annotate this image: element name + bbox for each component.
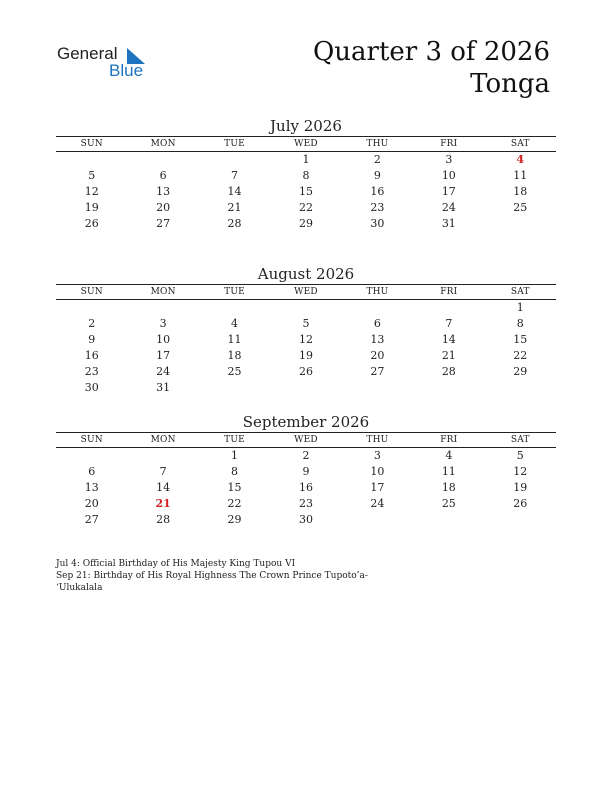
empty-day-cell: [56, 152, 127, 168]
day-cell: 12: [513, 465, 528, 478]
weekday-label: MON: [150, 139, 176, 149]
weekday-label: TUE: [224, 139, 245, 149]
week-row: [56, 364, 556, 380]
weekday-label: TUE: [224, 435, 245, 445]
day-cell: 14: [227, 185, 242, 198]
day-cell: 1: [302, 153, 310, 166]
day-cell: 13: [156, 185, 171, 198]
day-cell: 17: [156, 349, 171, 362]
empty-day-cell: [199, 300, 270, 316]
day-cell: 20: [370, 349, 385, 362]
page-title: [313, 36, 550, 100]
day-cell: 22: [513, 349, 528, 362]
empty-day-cell: [485, 380, 556, 396]
day-cell: 19: [84, 201, 99, 214]
week-row: [56, 464, 556, 480]
day-cell: 13: [370, 333, 385, 346]
weekday-label: SAT: [510, 287, 530, 297]
day-cell: 24: [441, 201, 456, 214]
day-cell: 29: [298, 217, 313, 230]
day-cell: 11: [227, 333, 242, 346]
logo-text-blue: Blue: [109, 61, 144, 80]
weekday-header-row: [56, 285, 556, 300]
day-cell: 5: [302, 317, 310, 330]
day-cell: 8: [516, 317, 524, 330]
empty-day-cell: [342, 380, 413, 396]
day-cell: 18: [227, 349, 242, 362]
day-cell: 10: [370, 465, 385, 478]
holiday-note: ‘Ulukalala: [56, 583, 103, 593]
day-cell: 29: [513, 365, 528, 378]
day-cell: 7: [159, 465, 167, 478]
week-row: [56, 332, 556, 348]
week-row: [56, 216, 556, 232]
weekday-label: MON: [150, 287, 176, 297]
day-cell: 3: [159, 317, 167, 330]
holiday-notes: [56, 558, 396, 594]
day-cell: 30: [84, 381, 99, 394]
day-cell: 22: [298, 201, 313, 214]
day-cell: 28: [156, 513, 171, 526]
day-cell: 24: [156, 365, 171, 378]
day-cell: 16: [370, 185, 385, 198]
day-cell: 9: [88, 333, 96, 346]
week-row: [56, 152, 556, 168]
empty-day-cell: [342, 512, 413, 528]
weekday-label: FRI: [440, 287, 458, 297]
week-row: [56, 200, 556, 216]
weekday-label: FRI: [440, 435, 458, 445]
day-cell: 10: [441, 169, 456, 182]
day-cell: 27: [84, 513, 99, 526]
empty-day-cell: [127, 152, 198, 168]
day-cell: 14: [441, 333, 456, 346]
weekday-label: SAT: [510, 435, 530, 445]
holiday-note: Jul 4: Official Birthday of His Majesty King Tupou VI: [56, 559, 296, 569]
empty-day-cell: [413, 512, 484, 528]
day-cell: 10: [156, 333, 171, 346]
day-cell: 2: [88, 317, 96, 330]
day-cell: 6: [373, 317, 381, 330]
day-cell: 4: [231, 317, 239, 330]
empty-day-cell: [413, 300, 484, 316]
weekday-label: WED: [294, 287, 318, 297]
day-cell: 7: [231, 169, 239, 182]
day-cell: 25: [441, 497, 456, 510]
title-country: Tonga: [470, 69, 550, 99]
day-cell: 15: [298, 185, 313, 198]
holiday-note: Sep 21: Birthday of His Royal Highness The Crown Prince Tupoto’a-: [56, 571, 368, 581]
week-row: [56, 168, 556, 184]
empty-day-cell: [56, 300, 127, 316]
empty-day-cell: [485, 512, 556, 528]
week-row: [56, 316, 556, 332]
day-cell: 26: [513, 497, 528, 510]
weekday-label: WED: [294, 435, 318, 445]
day-cell: 6: [159, 169, 167, 182]
week-row: [56, 496, 556, 512]
day-cell: 11: [441, 465, 456, 478]
month-title: July 2026: [270, 117, 342, 135]
day-cell: 21: [227, 201, 242, 214]
day-cell: 25: [227, 365, 242, 378]
day-cell: 7: [445, 317, 453, 330]
title-quarter: Quarter 3 of 2026: [312, 37, 550, 67]
empty-day-cell: [56, 448, 127, 464]
day-cell: 1: [231, 449, 239, 462]
weekday-label: SUN: [80, 287, 103, 297]
day-cell: 28: [227, 217, 242, 230]
day-cell: 19: [513, 481, 528, 494]
week-row: [56, 348, 556, 364]
weekday-label: MON: [150, 435, 176, 445]
day-cell: 30: [298, 513, 313, 526]
day-cell: 28: [441, 365, 456, 378]
day-cell: 25: [513, 201, 528, 214]
day-cell: 22: [227, 497, 242, 510]
day-cell: 27: [156, 217, 171, 230]
day-cell: 17: [370, 481, 385, 494]
day-cell: 27: [370, 365, 385, 378]
empty-day-cell: [127, 300, 198, 316]
holiday-day-cell: 4: [516, 153, 525, 166]
month-title: September 2026: [242, 413, 370, 431]
day-cell: 30: [370, 217, 385, 230]
day-cell: 8: [231, 465, 239, 478]
weekday-label: THU: [366, 139, 389, 149]
day-cell: 6: [88, 465, 96, 478]
empty-day-cell: [485, 216, 556, 232]
day-cell: 23: [84, 365, 99, 378]
holiday-day-cell: 21: [155, 497, 171, 510]
empty-day-cell: [127, 448, 198, 464]
day-cell: 5: [88, 169, 96, 182]
generalblue-logo: [57, 44, 167, 84]
day-cell: 20: [84, 497, 99, 510]
day-cell: 2: [302, 449, 310, 462]
day-cell: 23: [370, 201, 385, 214]
week-row: [56, 448, 556, 464]
weekday-header-row: [56, 433, 556, 448]
day-cell: 16: [84, 349, 99, 362]
day-cell: 26: [298, 365, 313, 378]
day-cell: 12: [298, 333, 313, 346]
day-cell: 21: [441, 349, 456, 362]
week-row: [56, 184, 556, 200]
weekday-label: SUN: [80, 139, 103, 149]
week-row: [56, 480, 556, 496]
weekday-label: SAT: [510, 139, 530, 149]
day-cell: 4: [445, 449, 453, 462]
day-cell: 26: [84, 217, 99, 230]
empty-day-cell: [413, 380, 484, 396]
day-cell: 18: [441, 481, 456, 494]
day-cell: 15: [513, 333, 528, 346]
weekday-label: THU: [366, 435, 389, 445]
day-cell: 3: [445, 153, 453, 166]
day-cell: 29: [227, 513, 242, 526]
empty-day-cell: [270, 300, 341, 316]
empty-day-cell: [199, 380, 270, 396]
day-cell: 19: [298, 349, 313, 362]
empty-day-cell: [342, 300, 413, 316]
calendar-grid: [56, 136, 556, 232]
empty-day-cell: [199, 152, 270, 168]
day-cell: 20: [156, 201, 171, 214]
day-cell: 15: [227, 481, 242, 494]
day-cell: 31: [441, 217, 456, 230]
day-cell: 18: [513, 185, 528, 198]
day-cell: 11: [513, 169, 528, 182]
weekday-label: WED: [294, 139, 318, 149]
weekday-label: THU: [366, 287, 389, 297]
day-cell: 17: [441, 185, 456, 198]
day-cell: 8: [302, 169, 310, 182]
day-cell: 1: [516, 301, 524, 314]
day-cell: 13: [84, 481, 99, 494]
day-cell: 23: [298, 497, 313, 510]
weekday-label: SUN: [80, 435, 103, 445]
day-cell: 9: [302, 465, 310, 478]
weekday-label: TUE: [224, 287, 245, 297]
day-cell: 24: [370, 497, 385, 510]
weekday-label: FRI: [440, 139, 458, 149]
month-september: [56, 412, 556, 528]
day-cell: 5: [516, 449, 524, 462]
day-cell: 9: [373, 169, 381, 182]
month-august: [56, 264, 556, 396]
week-row: [56, 380, 556, 396]
day-cell: 14: [156, 481, 171, 494]
day-cell: 31: [156, 381, 171, 394]
empty-day-cell: [270, 380, 341, 396]
week-row: [56, 512, 556, 528]
day-cell: 3: [373, 449, 381, 462]
month-july: [56, 116, 556, 232]
calendar-grid: [56, 284, 556, 396]
weekday-header-row: [56, 137, 556, 152]
day-cell: 16: [298, 481, 313, 494]
day-cell: 2: [373, 153, 381, 166]
month-title: August 2026: [257, 265, 355, 283]
logo-text-general: General: [57, 44, 118, 63]
day-cell: 12: [84, 185, 99, 198]
week-row: [56, 300, 556, 316]
calendar-grid: [56, 432, 556, 528]
